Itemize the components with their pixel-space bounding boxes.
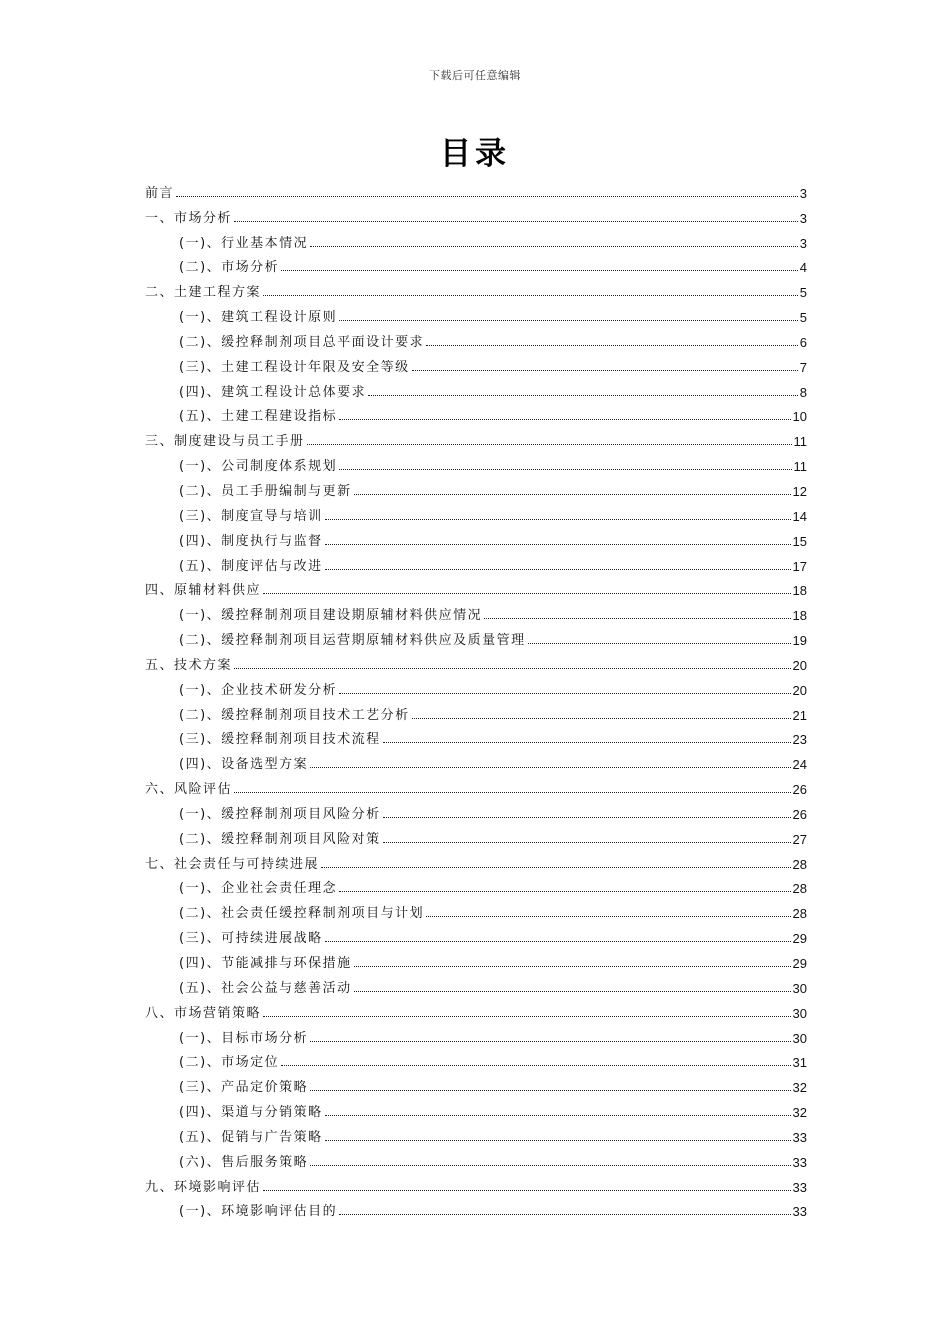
toc-entry-text: (四)、制度执行与监督 bbox=[179, 533, 323, 549]
toc-entry-text: 三、制度建设与员工手册 bbox=[145, 434, 305, 450]
toc-subentry[interactable] bbox=[145, 449, 807, 474]
toc-entry-text: (一)、公司制度体系规划 bbox=[179, 459, 338, 475]
toc-entry-text: (二)、缓控释制剂项目运营期原辅材料供应及质量管理 bbox=[179, 633, 526, 649]
dot-leader bbox=[339, 891, 790, 892]
toc-subentry[interactable] bbox=[145, 1070, 807, 1095]
dot-leader bbox=[412, 718, 791, 719]
toc-entry-text: (二)、市场定位 bbox=[179, 1055, 280, 1071]
toc-entry-text: 四、原辅材料供应 bbox=[145, 583, 262, 599]
toc-entry[interactable] bbox=[145, 847, 807, 872]
toc-entry-text: (三)、可持续进展战略 bbox=[179, 931, 323, 947]
toc-page-number: 6 bbox=[799, 334, 807, 350]
toc-entry-text: (三)、制度宣导与培训 bbox=[179, 508, 323, 524]
toc-page-number: 10 bbox=[792, 409, 807, 425]
toc-subentry[interactable] bbox=[145, 872, 807, 897]
toc-page-number: 17 bbox=[792, 558, 807, 574]
toc-subentry[interactable] bbox=[145, 1095, 807, 1120]
toc-subentry[interactable] bbox=[145, 1046, 807, 1071]
toc-page-number: 11 bbox=[793, 459, 807, 475]
toc-subentry[interactable] bbox=[145, 375, 807, 400]
dot-leader bbox=[325, 519, 791, 520]
toc-page-number: 27 bbox=[792, 831, 807, 847]
dot-leader bbox=[325, 569, 791, 570]
dot-leader bbox=[426, 916, 790, 917]
dot-leader bbox=[368, 395, 798, 396]
toc-entry-text: (五)、促销与广告策略 bbox=[179, 1129, 323, 1145]
dot-leader bbox=[263, 593, 791, 594]
toc-entry-text: (二)、缓控释制剂项目风险对策 bbox=[179, 831, 381, 847]
toc-subentry[interactable] bbox=[145, 400, 807, 425]
toc-subentry[interactable] bbox=[145, 1021, 807, 1046]
toc-page-number: 18 bbox=[792, 583, 807, 599]
toc-entry-text: (一)、缓控释制剂项目建设期原辅材料供应情况 bbox=[179, 608, 483, 624]
toc-page-number: 33 bbox=[792, 1179, 807, 1195]
toc-entry-text: (四)、渠道与分销策略 bbox=[179, 1105, 323, 1121]
toc-subentry[interactable] bbox=[145, 1145, 807, 1170]
dot-leader bbox=[310, 1041, 790, 1042]
toc-subentry[interactable] bbox=[145, 350, 807, 375]
toc-entry-text: 五、技术方案 bbox=[145, 657, 233, 673]
toc-page-number: 28 bbox=[792, 906, 807, 922]
toc-page-number: 7 bbox=[799, 359, 807, 375]
dot-leader bbox=[234, 221, 798, 222]
dot-leader bbox=[339, 320, 798, 321]
dot-leader bbox=[281, 270, 798, 271]
dot-leader bbox=[484, 618, 790, 619]
dot-leader bbox=[263, 1016, 791, 1017]
dot-leader bbox=[321, 867, 791, 868]
toc-entry[interactable] bbox=[145, 275, 807, 300]
toc-page-number: 23 bbox=[792, 732, 807, 748]
toc-entry-text: 九、环境影响评估 bbox=[145, 1179, 262, 1195]
toc-entry-text: (四)、设备选型方案 bbox=[179, 757, 309, 773]
toc-entry-text: (五)、土建工程建设指标 bbox=[179, 409, 338, 425]
dot-leader bbox=[310, 767, 790, 768]
toc-entry-text: 七、社会责任与可持续进展 bbox=[145, 856, 320, 872]
toc-entry-text: (三)、土建工程设计年限及安全等级 bbox=[179, 359, 410, 375]
toc-subentry[interactable] bbox=[145, 971, 807, 996]
toc-entry-text: 八、市场营销策略 bbox=[145, 1005, 262, 1021]
toc-entry[interactable] bbox=[145, 574, 807, 599]
toc-page-number: 28 bbox=[792, 856, 807, 872]
toc-entry-text: 一、市场分析 bbox=[145, 210, 233, 226]
toc-page-number: 26 bbox=[792, 782, 807, 798]
dot-leader bbox=[412, 370, 798, 371]
toc-subentry[interactable] bbox=[145, 226, 807, 251]
dot-leader bbox=[325, 941, 791, 942]
toc-page-number: 20 bbox=[792, 682, 807, 698]
toc-entry[interactable] bbox=[145, 424, 807, 449]
toc-subentry[interactable] bbox=[145, 300, 807, 325]
dot-leader bbox=[339, 469, 791, 470]
toc-page-number: 33 bbox=[792, 1129, 807, 1145]
dot-leader bbox=[354, 991, 791, 992]
toc-page-number: 15 bbox=[792, 533, 807, 549]
toc-subentry[interactable] bbox=[145, 921, 807, 946]
toc-subentry[interactable] bbox=[145, 1120, 807, 1145]
toc-entry-text: (五)、制度评估与改进 bbox=[179, 558, 323, 574]
toc-subentry[interactable] bbox=[145, 698, 807, 723]
toc-page-number: 31 bbox=[792, 1055, 807, 1071]
toc-page-number: 3 bbox=[799, 235, 807, 251]
toc-page-number: 29 bbox=[792, 956, 807, 971]
toc-entry-text: (二)、社会责任缓控释制剂项目与计划 bbox=[179, 906, 425, 922]
toc-subentry[interactable] bbox=[145, 251, 807, 276]
dot-leader bbox=[339, 1214, 790, 1215]
toc-entry-text: 二、土建工程方案 bbox=[145, 285, 262, 301]
toc-subentry[interactable] bbox=[145, 797, 807, 822]
toc-entry-text: (一)、行业基本情况 bbox=[179, 235, 309, 251]
toc-subentry[interactable] bbox=[145, 598, 807, 623]
toc-subentry[interactable] bbox=[145, 1195, 807, 1220]
toc-entry-text: (五)、社会公益与慈善活动 bbox=[179, 980, 352, 996]
toc-page-number: 18 bbox=[792, 608, 807, 624]
toc-entry-text: (四)、建筑工程设计总体要求 bbox=[179, 384, 367, 400]
toc-subentry[interactable] bbox=[145, 474, 807, 499]
dot-leader bbox=[263, 295, 798, 296]
toc-entry-text: (一)、建筑工程设计原则 bbox=[179, 310, 338, 326]
toc-entry[interactable] bbox=[145, 648, 807, 673]
toc-page-number: 5 bbox=[799, 310, 807, 326]
toc-entry-text: (三)、产品定价策略 bbox=[179, 1080, 309, 1096]
dot-leader bbox=[310, 1090, 790, 1091]
toc-page-number: 5 bbox=[799, 285, 807, 301]
dot-leader bbox=[325, 1140, 791, 1141]
toc-entry-text: 六、风险评估 bbox=[145, 782, 233, 798]
toc-page-number: 28 bbox=[792, 881, 807, 897]
dot-leader bbox=[307, 444, 792, 445]
toc-title: 目录 bbox=[440, 136, 510, 172]
dot-leader bbox=[325, 1115, 791, 1116]
toc-entry-text: (二)、员工手册编制与更新 bbox=[179, 483, 352, 499]
toc-subentry[interactable] bbox=[145, 946, 807, 971]
toc-entry-text: (一)、目标市场分析 bbox=[179, 1030, 309, 1046]
toc-subentry[interactable] bbox=[145, 524, 807, 549]
toc-page-number: 30 bbox=[792, 1005, 807, 1021]
toc-page-number: 19 bbox=[792, 633, 807, 649]
toc-entry[interactable] bbox=[145, 201, 807, 226]
dot-leader bbox=[426, 345, 798, 346]
toc-subentry[interactable] bbox=[145, 747, 807, 772]
toc-entry-text: (一)、缓控释制剂项目风险分析 bbox=[179, 806, 381, 822]
toc-page-number: 32 bbox=[792, 1105, 807, 1121]
toc-subentry[interactable] bbox=[145, 723, 807, 748]
dot-leader bbox=[281, 1065, 790, 1066]
toc-page-number: 12 bbox=[792, 483, 807, 499]
toc-entry[interactable] bbox=[145, 772, 807, 797]
dot-leader bbox=[325, 544, 791, 545]
toc-page-number: 30 bbox=[792, 980, 807, 996]
dot-leader bbox=[310, 246, 798, 247]
toc-entry-text: (六)、售后服务策略 bbox=[179, 1154, 309, 1170]
dot-leader bbox=[339, 693, 790, 694]
toc-entry-text: (一)、企业社会责任理念 bbox=[179, 881, 338, 897]
toc-page-number: 33 bbox=[792, 1154, 807, 1170]
toc-entry-text: (二)、缓控释制剂项目总平面设计要求 bbox=[179, 334, 425, 350]
dot-leader bbox=[339, 419, 790, 420]
table-of-contents bbox=[145, 176, 807, 1219]
toc-page-number: 29 bbox=[792, 931, 807, 947]
dot-leader bbox=[263, 1190, 791, 1191]
toc-page-number: 14 bbox=[792, 508, 807, 524]
toc-page-number: 24 bbox=[792, 757, 807, 773]
toc-subentry[interactable] bbox=[145, 673, 807, 698]
toc-entry-text: (一)、企业技术研发分析 bbox=[179, 682, 338, 698]
dot-leader bbox=[383, 817, 791, 818]
toc-page-number: 8 bbox=[799, 384, 807, 400]
page-header: 下载后可任意编辑 bbox=[429, 69, 521, 82]
toc-entry-text: (二)、缓控释制剂项目技术工艺分析 bbox=[179, 707, 410, 723]
toc-entry-text: 前言 bbox=[145, 185, 175, 201]
toc-entry-text: (一)、环境影响评估目的 bbox=[179, 1204, 338, 1220]
toc-subentry[interactable] bbox=[145, 822, 807, 847]
toc-page-number: 3 bbox=[799, 210, 807, 226]
toc-page-number: 26 bbox=[792, 806, 807, 822]
dot-leader bbox=[234, 792, 791, 793]
toc-page-number: 30 bbox=[792, 1030, 807, 1046]
toc-page-number: 4 bbox=[799, 260, 807, 276]
toc-subentry[interactable] bbox=[145, 549, 807, 574]
toc-subentry[interactable] bbox=[145, 325, 807, 350]
toc-entry[interactable] bbox=[145, 996, 807, 1021]
toc-entry[interactable] bbox=[145, 1170, 807, 1195]
toc-page-number: 11 bbox=[793, 434, 807, 450]
dot-leader bbox=[354, 494, 791, 495]
dot-leader bbox=[383, 842, 791, 843]
toc-entry[interactable] bbox=[145, 176, 807, 201]
toc-entry-text: (四)、节能减排与环保措施 bbox=[179, 956, 352, 971]
dot-leader bbox=[310, 1165, 790, 1166]
toc-subentry[interactable] bbox=[145, 896, 807, 921]
toc-page-number: 3 bbox=[799, 185, 807, 201]
dot-leader bbox=[234, 668, 791, 669]
toc-entry-text: (三)、缓控释制剂项目技术流程 bbox=[179, 732, 381, 748]
toc-page-number: 33 bbox=[792, 1204, 807, 1220]
toc-subentry[interactable] bbox=[145, 499, 807, 524]
toc-page-number: 20 bbox=[792, 657, 807, 673]
dot-leader bbox=[354, 966, 791, 967]
toc-entry-text: (二)、市场分析 bbox=[179, 260, 280, 276]
toc-page-number: 21 bbox=[792, 707, 807, 723]
toc-page-number: 32 bbox=[792, 1080, 807, 1096]
toc-subentry[interactable] bbox=[145, 623, 807, 648]
dot-leader bbox=[383, 742, 791, 743]
dot-leader bbox=[528, 643, 791, 644]
dot-leader bbox=[176, 196, 798, 197]
